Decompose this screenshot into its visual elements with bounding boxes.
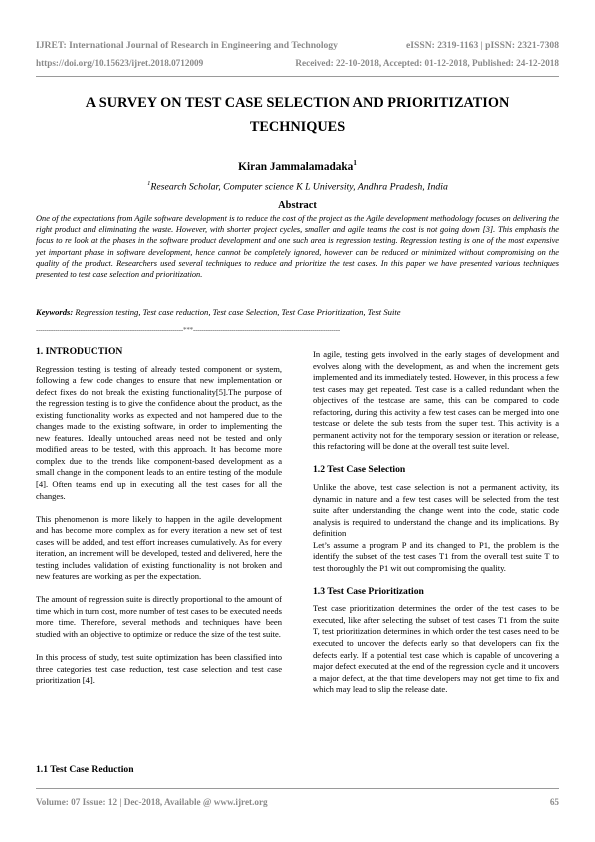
intro-paragraph-4: In this process of study, test suite optimization has been classified into three categories test case reduction, test case selection and test case prioritization [4]. — [36, 652, 282, 686]
author-name: Kiran Jammalamadaka — [238, 160, 354, 173]
doi-link[interactable]: https://doi.org/10.15623/ijret.2018.0712009 — [36, 58, 204, 68]
paper-title-line-1: A SURVEY ON TEST CASE SELECTION AND PRIORITIZATION — [85, 95, 510, 111]
right-column — [313, 349, 559, 707]
intro-paragraph-2: This phenomenon is more likely to happen in the agile development and has become more complex as for every iteration a new set of test cases will be added, and test effort increases cumulatively. As for every iteration, an increment will be developed, tested and delivered, here the testing includes validation of existing functionality is not broken and new features are working as per the expectation. — [36, 513, 282, 582]
affiliation — [36, 180, 559, 192]
page-number: 65 — [549, 797, 559, 807]
author — [36, 159, 559, 173]
intro-paragraph-3: The amount of regression suite is directly proportional to the amount of time which in turn cost, more number of test cases to be executed needs more time. Therefore, several methods and techniques have been studied with an objective to optimize or reduce the size of the test suite. — [36, 594, 282, 640]
publication-dates: Received: 22-10-2018, Accepted: 01-12-2018, Published: 24-12-2018 — [295, 58, 559, 68]
section-1-3-heading: 1.3 Test Case Prioritization — [313, 585, 424, 597]
footer-rule — [36, 788, 559, 789]
left-column — [36, 346, 282, 698]
intro-paragraph-1: Regression testing is testing of already tested component or system, following a few code changes to ensure that new implementation or defect fixes do not break the existing functionality[5].The purpose of the regression testing is to give the confidence about the product, as the existing functionality works as expected and not hampered due to the changes made to the existing software, in order to implementing the new features. Ideally untouched areas need not be tested and only modified areas to be tested, with this approach. It has become more complex due to the trends like component-based development as a small change in the component leads to an entire testing of the module [4]. Often teams end up in executing all the test cases for all the changes. — [36, 363, 282, 501]
affiliation-text: Research Scholar, Computer science K L University, Andhra Pradesh, India — [150, 181, 448, 193]
section-separator: ---------------------------------------------------------------------***--------------------------------------------------------------------- — [36, 326, 340, 334]
paper-title-line-2: TECHNIQUES — [249, 119, 346, 135]
selection-definition: Let’s assume a program P and its changed to P1, the problem is the identify the subset of the test cases T1 from the overall test suite T to test thoroughly the P1 wit out compromising the quality. — [313, 539, 559, 573]
author-sup: 1 — [353, 159, 357, 167]
abstract-text: One of the expectations from Agile software development is to reduce the cost of the project as the Agile development methodology focuses on delivering the right product and eliminating the waste. However, with shorter project cycles, smaller and agile teams the cost is not going down [3]. This emphasis the focus to re look at the phases in the software product development and one such area is regression testing. Regression testing is one of the most expensive yet important phase in software development, hence cannot be completely ignored, however can be reduced or minimized without compromising on the quality of the product. Researchers used several techniques to reduce and prioritize the test cases. In this paper we have presented various techniques presented to test case selection and prioritization. — [36, 214, 559, 280]
journal-name: IJRET: International Journal of Research in Engineering and Technology — [36, 40, 338, 51]
section-1-2-heading: 1.2 Test Case Selection — [313, 464, 406, 476]
abstract-heading: Abstract — [278, 200, 317, 211]
paper-title — [36, 91, 559, 139]
keywords — [36, 307, 559, 317]
footer-volume: Volume: 07 Issue: 12 | Dec-2018, Available @ www.ijret.org — [36, 797, 268, 807]
header-rule — [36, 76, 559, 77]
selection-paragraph: Unlike the above, test case selection is not a permanent activity, its dynamic in nature and a few test cases will be selected from the test suite after understanding the change went into the code, static code analysis is required to understand the change and its implications. By definition — [313, 481, 559, 539]
keywords-text: Regression testing, Test case reduction, Test case Selection, Test Case Prioritization, Test Suite — [75, 307, 401, 317]
introduction-heading: 1. INTRODUCTION — [36, 346, 123, 357]
keywords-label: Keywords: — [36, 307, 74, 317]
reduction-paragraph: In agile, testing gets involved in the early stages of development and evolves along with the development, as and when the increment gets implemented and its immediately tested. However, in this process a few test cases may get repeated. Test case is a called redundant when the objectives of the testcase are same, this can be compared to code refactoring, during this activity a few test cases can be merged into one testcase or delete the sub tests from the super test. This activity is a permanent activity not for the temporary session or iteration or release, this refactoring will be done at the overall test suite level. — [313, 349, 559, 452]
affiliation-sup: 1 — [147, 180, 151, 187]
section-1-1-heading: 1.1 Test Case Reduction — [36, 764, 134, 775]
prioritization-paragraph: Test case prioritization determines the order of the test cases to be executed, like after selecting the subset of test cases T1 from the suite T, test prioritization determines in which order the test cases need to be executed to uncover the defects early so that developers can fix the defects early. If a potential test case which is capable of uncovering a major defect executed at the end of the regression cycle and it uncovers a major defect, at the that time developers may not get time to fix and which may lead to slip the release date. — [313, 603, 559, 695]
issn: eISSN: 2319-1163 | pISSN: 2321-7308 — [406, 40, 559, 51]
